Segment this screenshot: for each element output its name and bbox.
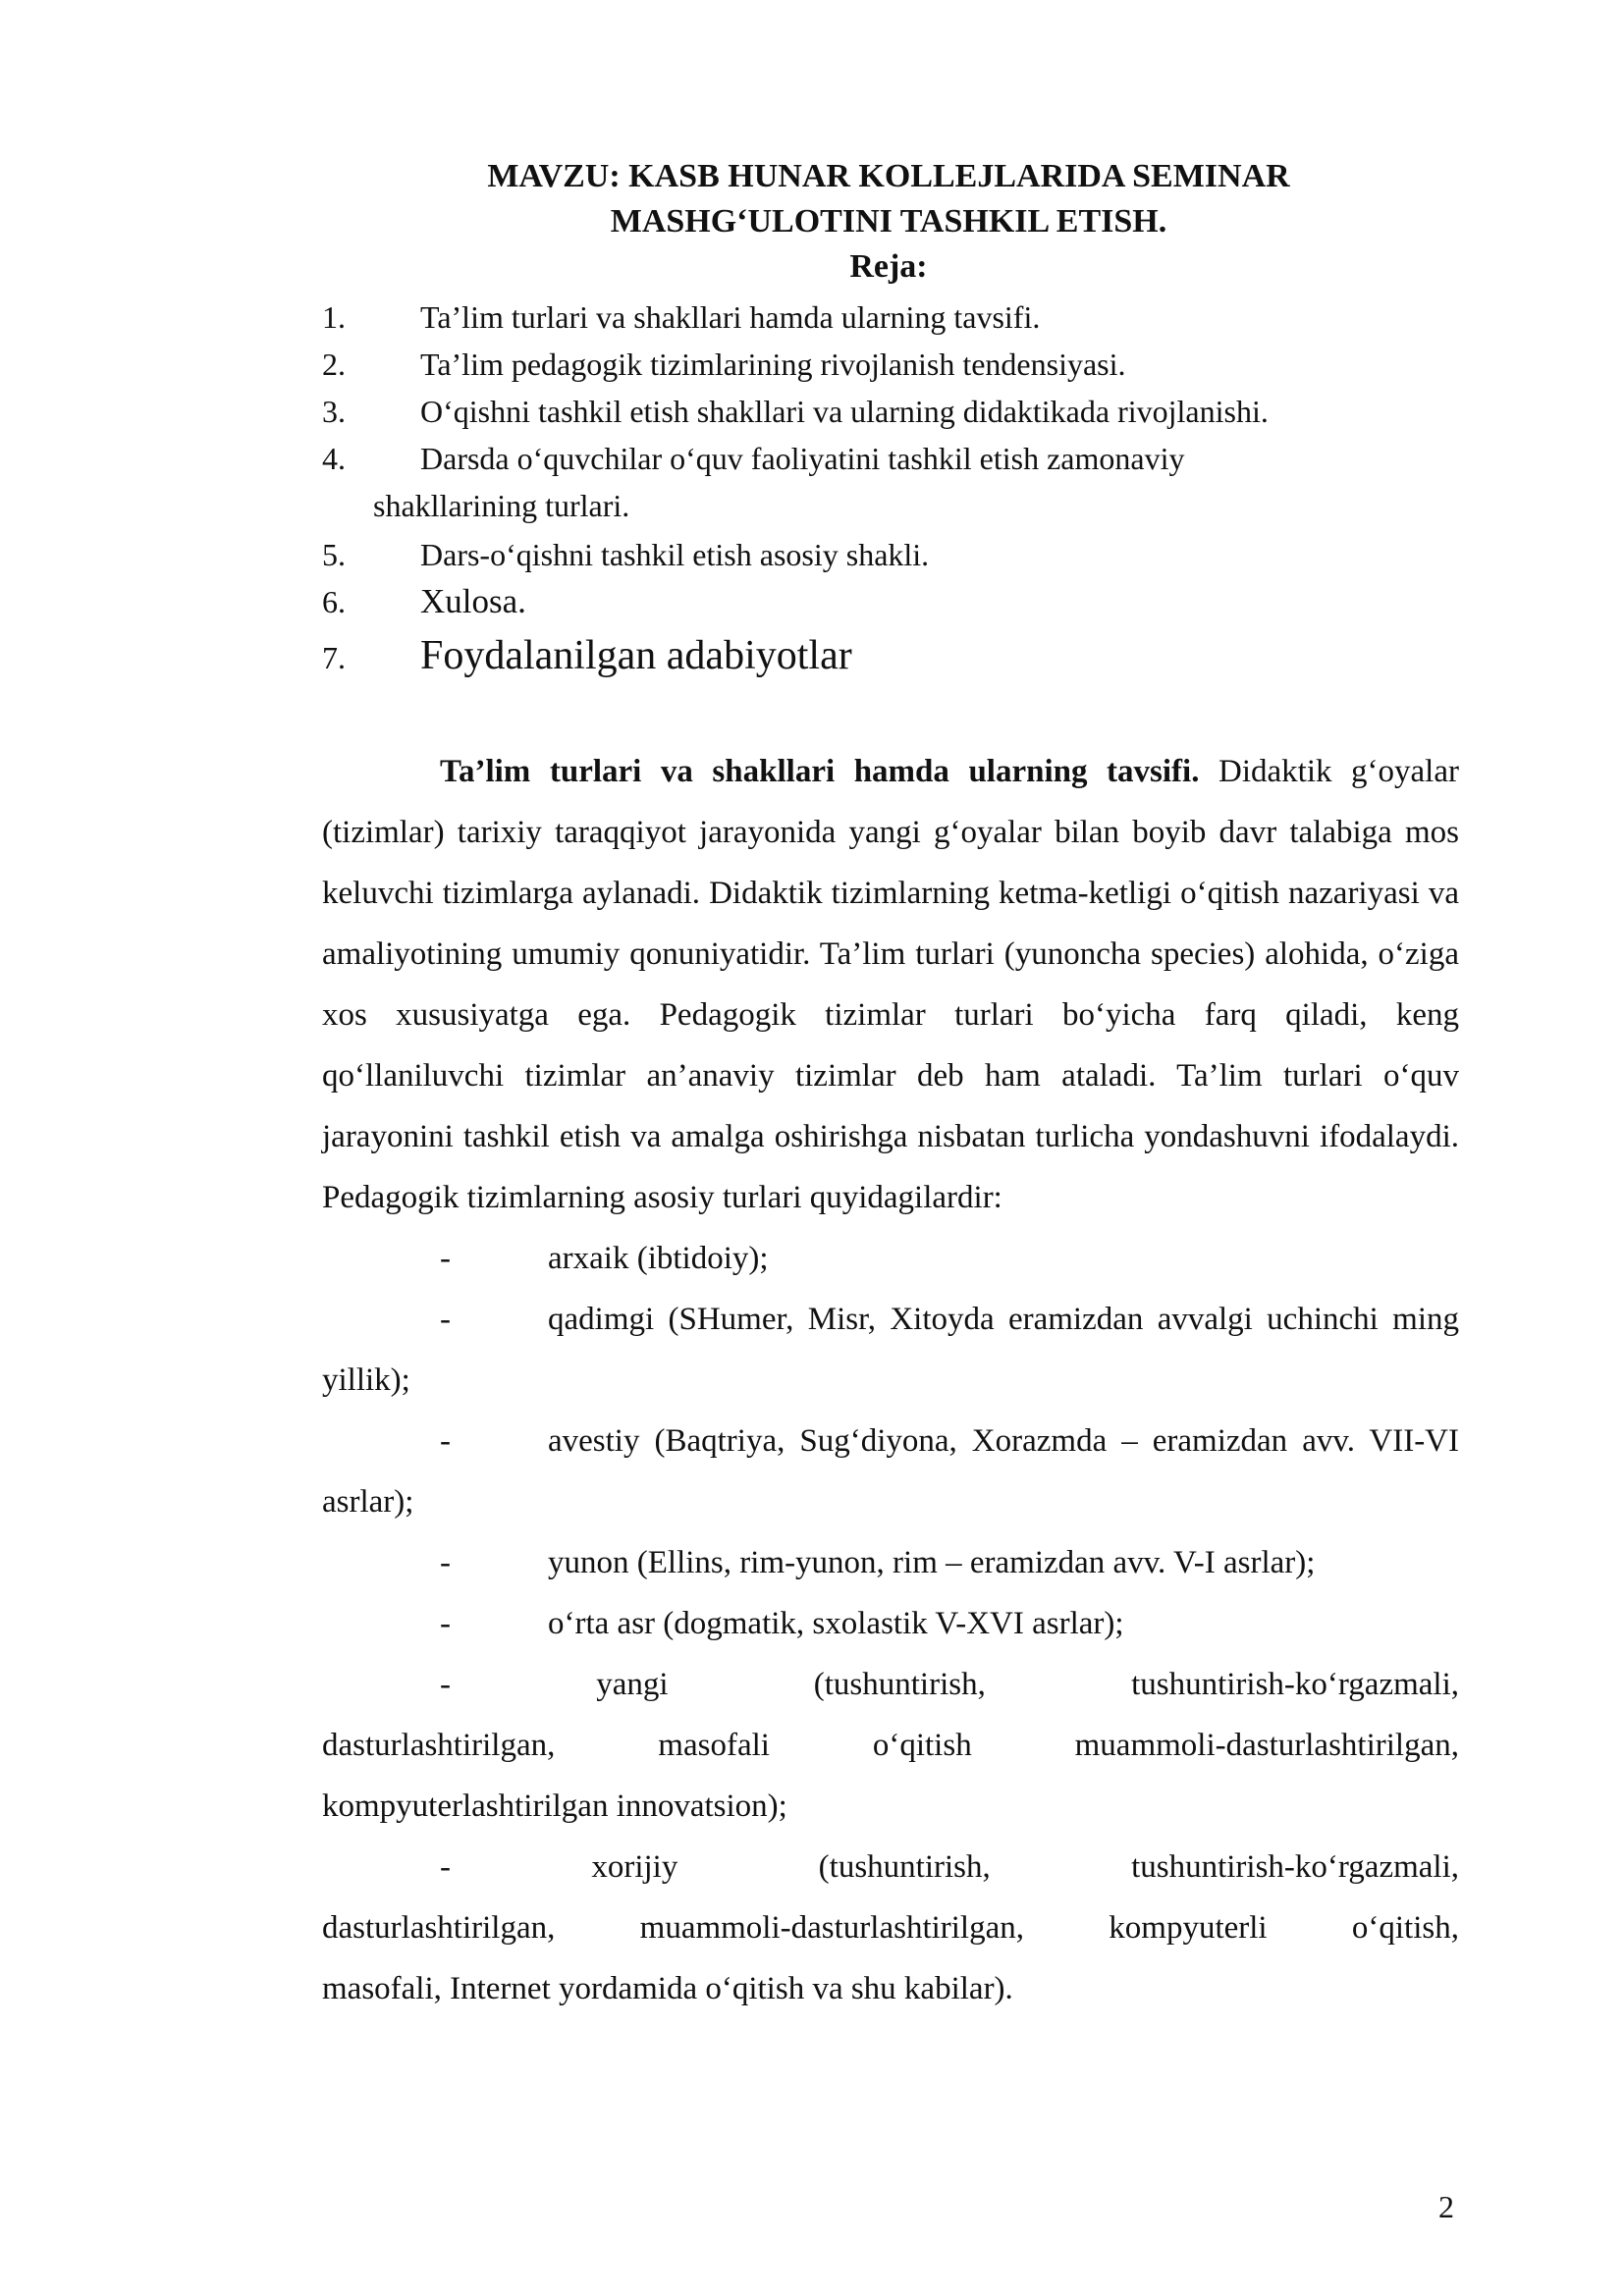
intro-paragraph: [322, 741, 1459, 1228]
list-dash: -: [440, 1545, 451, 1580]
plan-item-text: Darsda o‘quvchilar o‘quv faoliyatini tashkil etish zamonaviy: [420, 441, 1185, 476]
list-item-text: muammoli-dasturlashtirilgan,: [1074, 1728, 1459, 1763]
list-item-text: dasturlashtirilgan,: [322, 1910, 556, 1946]
list-item-text: (tushuntirish,: [818, 1849, 991, 1885]
list-dash: -: [440, 1241, 451, 1276]
list-item: [322, 1532, 1459, 1593]
title-line-1: MAVZU: KASB HUNAR KOLLEJLARIDA SEMINAR: [487, 158, 1290, 194]
plan-item-text: Dars-o‘qishni tashkil etish asosiy shakli.: [420, 537, 930, 572]
list-item: [322, 1837, 1459, 2019]
plan-item-number: 5.: [322, 537, 346, 572]
plan-item-text: Ta’lim turlari va shakllari hamda ularning tavsifi.: [420, 299, 1041, 335]
list-item-text: yangi: [596, 1667, 669, 1702]
plan-item-text: Xulosa.: [420, 582, 526, 620]
plan-item: [322, 582, 526, 621]
section-heading: Ta’lim turlari va shakllari hamda ularning tavsifi.: [440, 754, 1200, 789]
list-dash: -: [440, 1423, 451, 1459]
list-item-text: arxaik (ibtidoiy);: [548, 1241, 769, 1276]
list-item: [322, 1411, 1459, 1532]
list-item-text: o‘qitish,: [1351, 1910, 1459, 1946]
list-item: [322, 1228, 1459, 1289]
list-item-text: muammoli-dasturlashtirilgan,: [639, 1910, 1024, 1946]
plan-item-number: 3.: [322, 394, 346, 429]
paragraph-text: Didaktik g‘oyalar (tizimlar) tarixiy taraqqiyot jarayonida yangi g‘oyalar bilan boyib davr talabiga mos keluvchi tizimlarga aylanadi. Didaktik tizimlarning ketma-ketligi o‘qitish nazariyasi va amaliyotining umumiy qonuniyatidir. Ta’lim turlari (yunoncha species) alohida, o‘ziga xos xususiyatga ega. Pedagogik tizimlar turlari bo‘yicha farq qiladi, keng qo‘llaniluvchi tizimlar an’anaviy tizimlar deb ham ataladi. Ta’lim turlari o‘quv jarayonini tashkil etish va amalga oshirishga nisbatan turlicha yondashuvni ifodalaydi. Pedagogik tizimlarning asosiy turlari quyidagilardir:: [322, 754, 1459, 1215]
plan-item: [322, 297, 1040, 337]
list-item-text: (tushuntirish,: [813, 1667, 986, 1702]
list-item-text: qadimgi (SHumer, Misr, Xitoyda eramizdan avvalgi uchinchi ming yillik);: [322, 1302, 1459, 1398]
document-title: [324, 154, 1453, 290]
list-item-text: masofali: [658, 1728, 770, 1763]
list-item: [322, 1654, 1459, 1837]
page-number: 2: [1438, 2189, 1454, 2224]
body-text: [322, 741, 1459, 2019]
list-dash: -: [440, 1667, 451, 1702]
list-item-text: masofali, Internet yordamida o‘qitish va shu kabilar).: [322, 1971, 1013, 2006]
plan-item-number: 7.: [322, 640, 346, 675]
list-item-text: xorijiy: [591, 1849, 678, 1885]
plan-item-number: 4.: [322, 441, 346, 476]
plan-item-number: 6.: [322, 584, 346, 619]
plan-item-number: 2.: [322, 347, 346, 382]
plan-item: [322, 392, 1269, 431]
list-item-text: o‘qitish: [872, 1728, 972, 1763]
plan-item: [322, 345, 1126, 384]
plan-item-text: Ta’lim pedagogik tizimlarining rivojlanish tendensiyasi.: [420, 347, 1126, 382]
plan-item-text: O‘qishni tashkil etish shakllari va ularning didaktikada rivojlanishi.: [420, 394, 1269, 429]
list-item: [322, 1289, 1459, 1411]
plan-item-number: 1.: [322, 299, 346, 335]
list-item-text: o‘rta asr (dogmatik, sxolastik V-XVI asrlar);: [548, 1606, 1124, 1641]
list-dash: -: [440, 1849, 451, 1885]
list-item-text: kompyuterlashtirilgan innovatsion);: [322, 1789, 787, 1824]
title-line-2: MASHG‘ULOTINI TASHKIL ETISH.: [610, 203, 1167, 240]
list-dash: -: [440, 1606, 451, 1641]
list-dash: -: [440, 1302, 451, 1337]
plan-item-continuation: shakllarining turlari.: [373, 488, 630, 523]
plan-item: [322, 633, 852, 678]
list-item-text: avestiy (Baqtriya, Sug‘diyona, Xorazmda – eramizdan avv. VII-VI asrlar);: [322, 1423, 1459, 1520]
plan-item: [322, 439, 1184, 478]
list-item-text: tushuntirish-ko‘rgazmali,: [1131, 1667, 1459, 1702]
list-item-text: dasturlashtirilgan,: [322, 1728, 556, 1763]
list-item-text: kompyuterli: [1109, 1910, 1268, 1946]
list-item-text: tushuntirish-ko‘rgazmali,: [1131, 1849, 1459, 1885]
plan-heading: Reja:: [849, 248, 928, 285]
list-item: [322, 1593, 1459, 1654]
plan-item: [322, 535, 929, 574]
plan-item-text: Foydalanilgan adabiyotlar: [420, 633, 852, 678]
list-item-text: yunon (Ellins, rim-yunon, rim – eramizdan avv. V-I asrlar);: [548, 1545, 1316, 1580]
